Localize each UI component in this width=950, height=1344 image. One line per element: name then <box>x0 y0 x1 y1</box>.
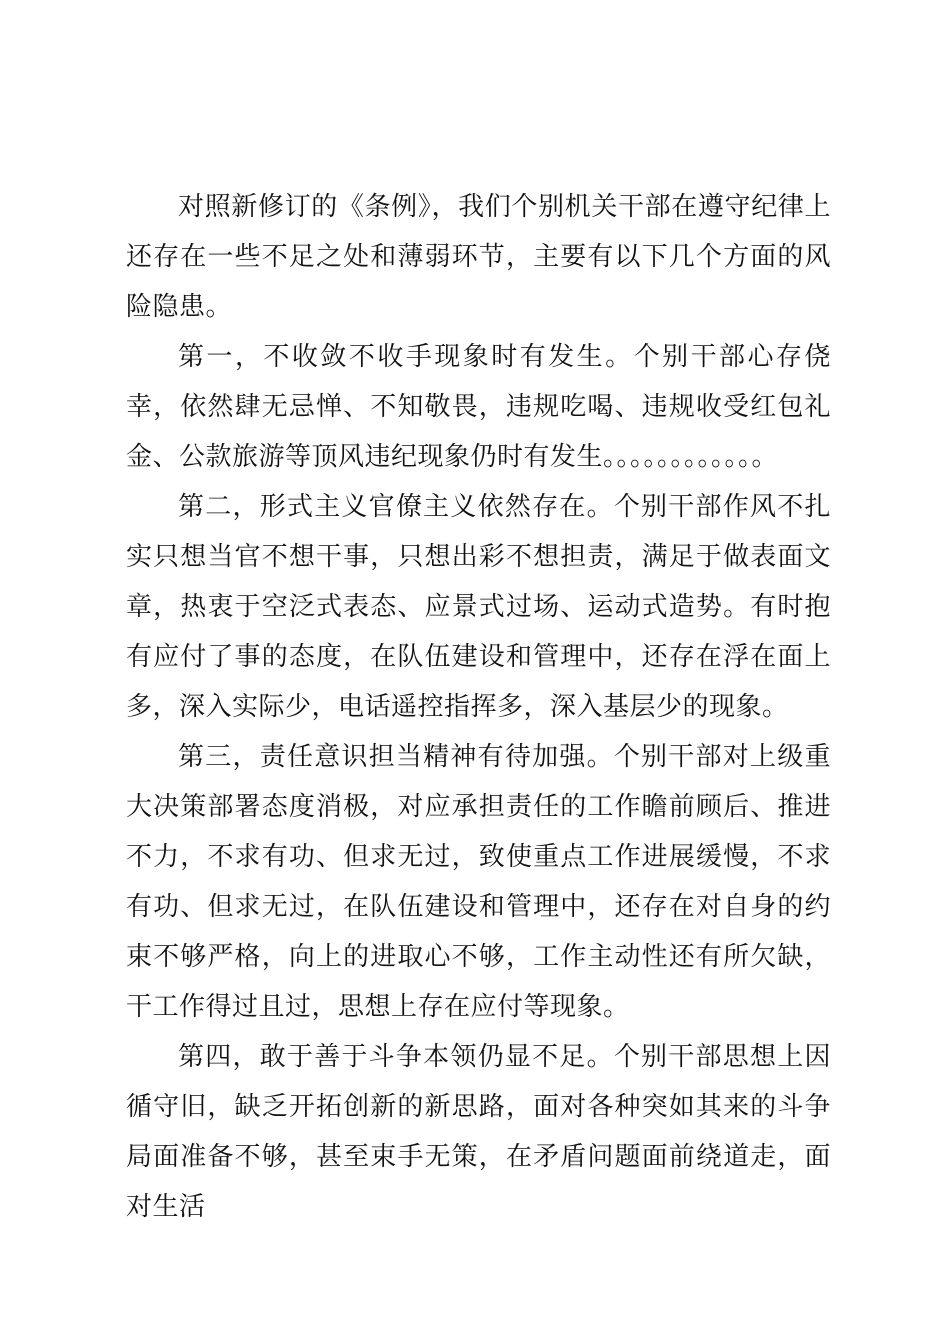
paragraph-second-point: 第二，形式主义官僚主义依然存在。个别干部作风不扎实只想当官不想干事，只想出彩不想担责，满足于做表面文章，热衷于空泛式表态、应景式过场、运动式造势。有时抱有应付了事的态度，在队伍建设和管理中，还存在浮在面上多，深入实际少，电话遥控指挥多，深入基层少的现象。 <box>126 492 831 722</box>
paragraph-intro: 对照新修订的《条例》，我们个别机关干部在遵守纪律上还存在一些不足之处和薄弱环节，主要有以下几个方面的风险隐患。 <box>126 192 831 322</box>
document-body <box>126 182 831 1232</box>
paragraph-third-point: 第三，责任意识担当精神有待加强。个别干部对上级重大决策部署态度消极，对应承担责任的工作瞻前顾后、推进不力，不求有功、但求无过，致使重点工作进展缓慢，不求有功、但求无过，在队伍建设和管理中，还存在对自身的约束不够严格，向上的进取心不够，工作主动性还有所欠缺，干工作得过且过，思想上存在应付等现象。 <box>126 742 831 1022</box>
paragraph-first-point: 第一，不收敛不收手现象时有发生。个别干部心存侥幸，依然肆无忌惮、不知敬畏，违规吃喝、违规收受红包礼金、公款旅游等顶风违纪现象仍时有发生。。。。。。。。。。。。 <box>126 342 831 472</box>
paragraph-fourth-point: 第四，敢于善于斗争本领仍显不足。个别干部思想上因循守旧，缺乏开拓创新的新思路，面对各种突如其来的斗争局面准备不够，甚至束手无策，在矛盾问题面前绕道走，面对生活 <box>126 1042 831 1222</box>
